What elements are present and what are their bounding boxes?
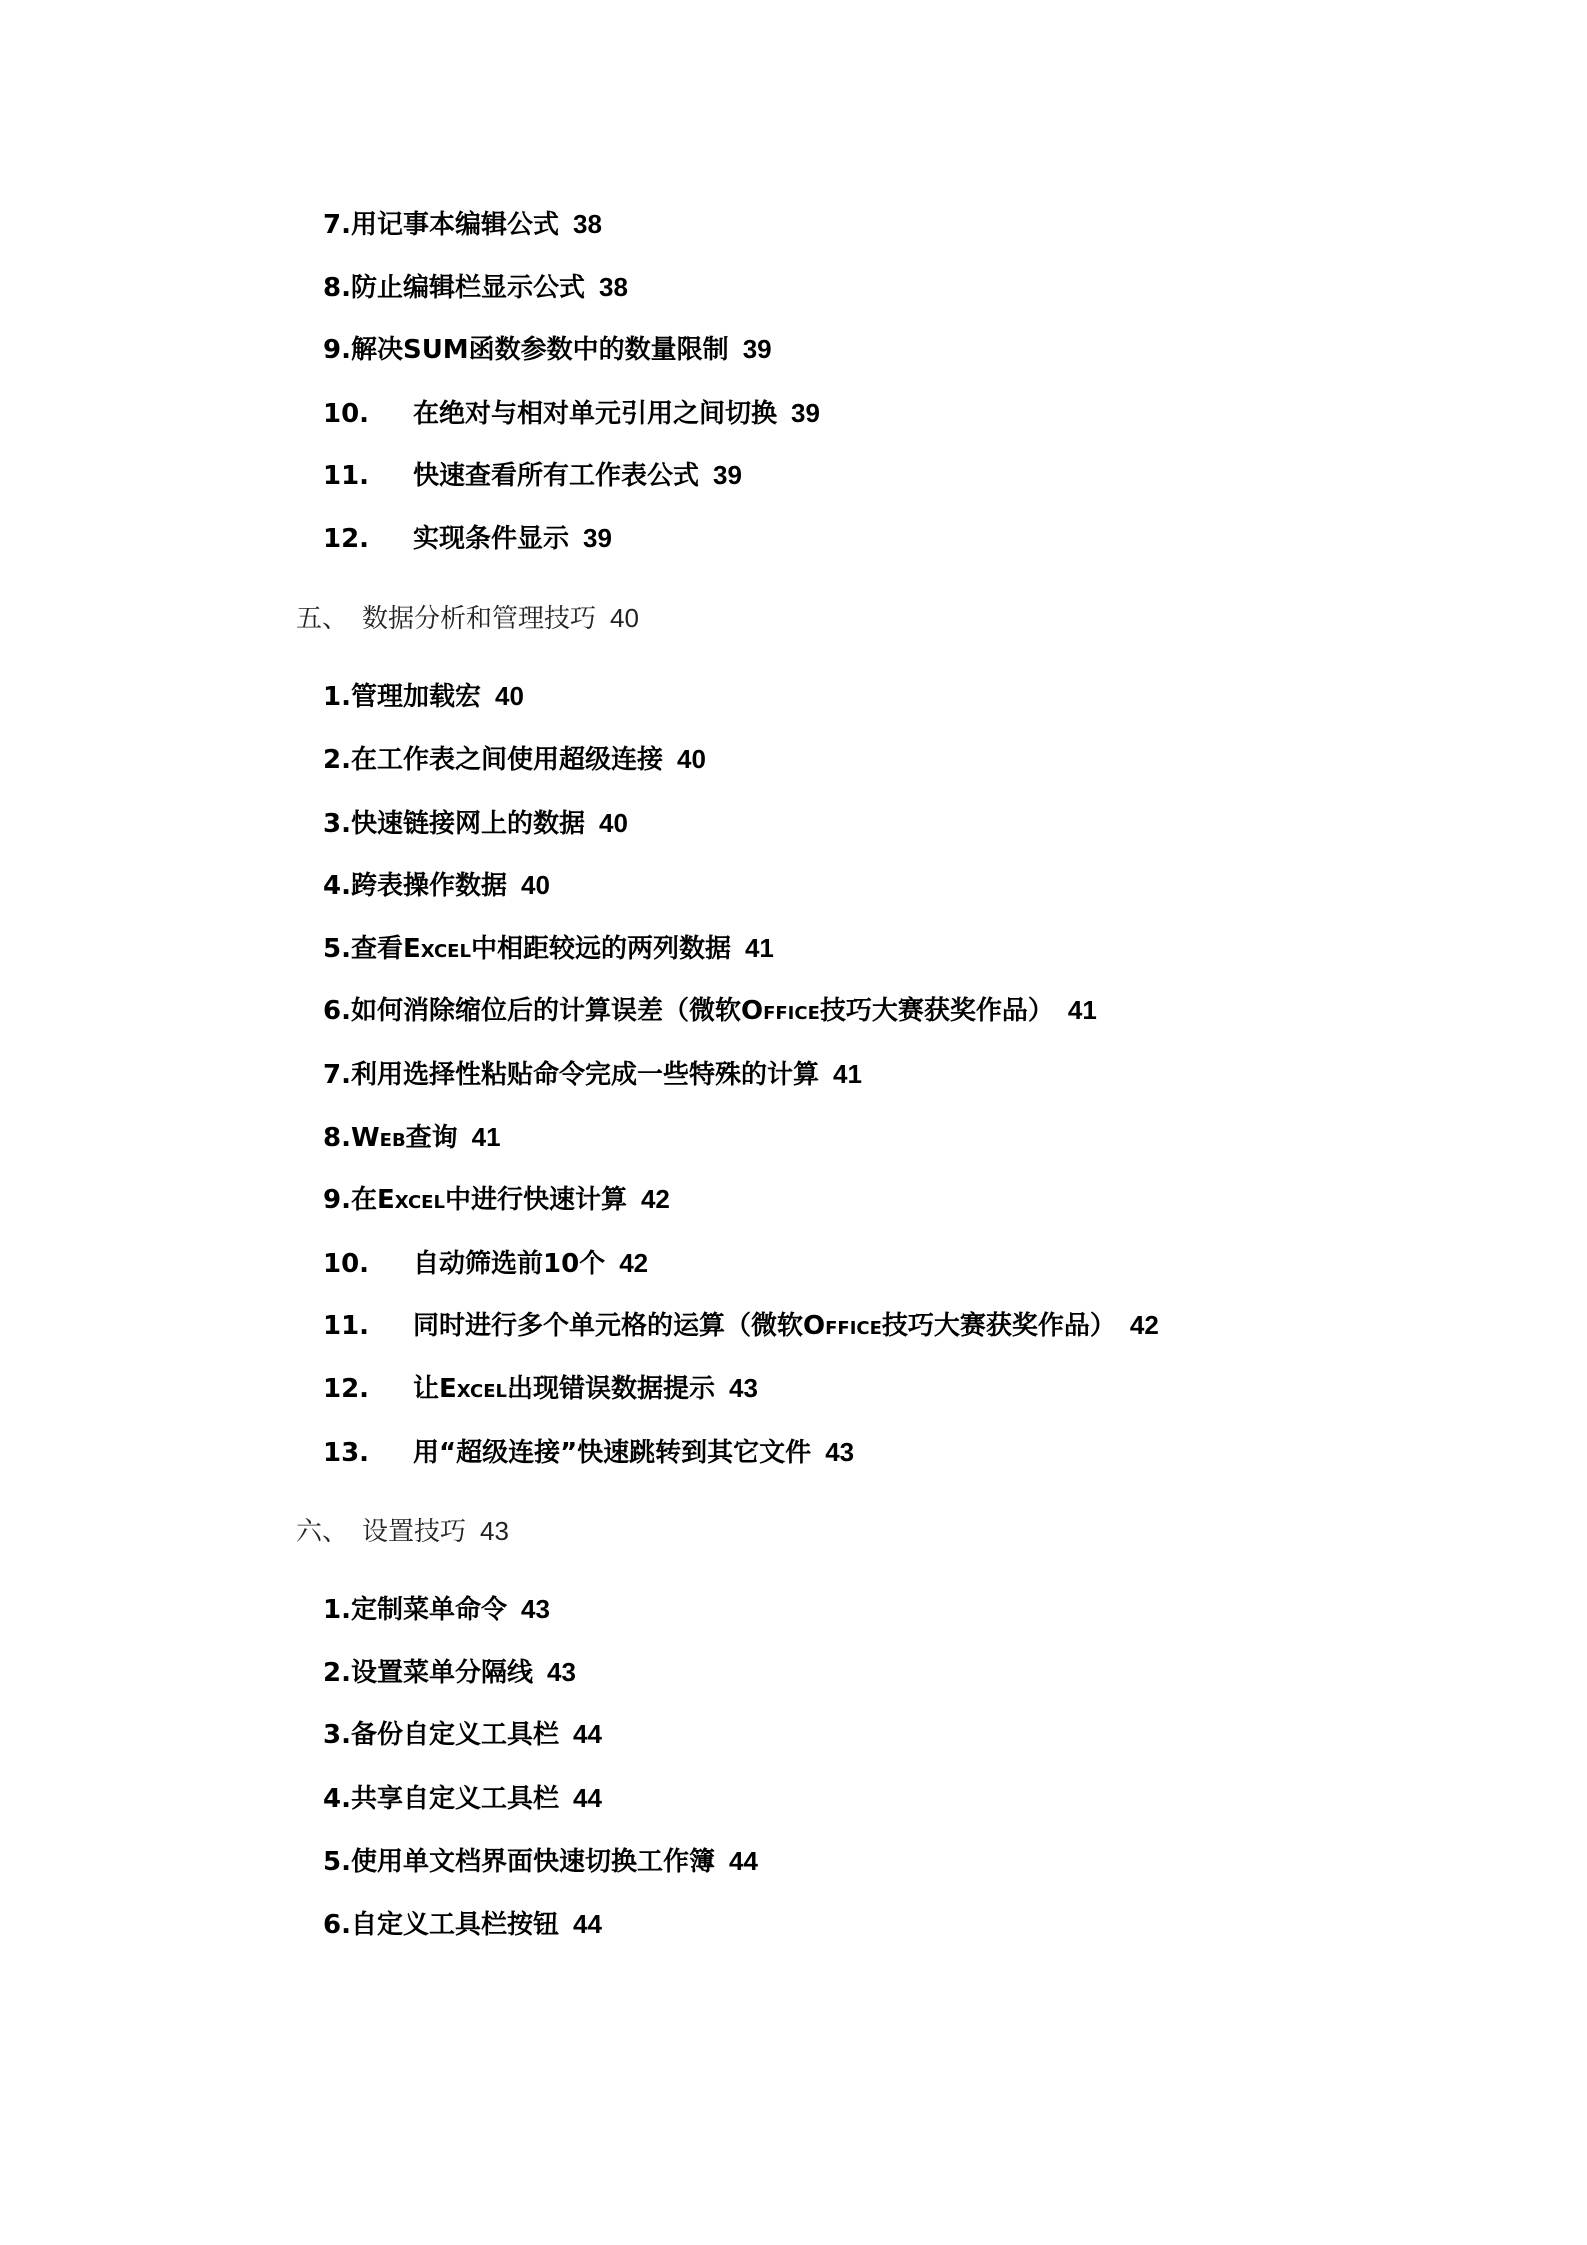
- entry-number: 1.: [323, 681, 351, 712]
- entry-number: 4.: [323, 1783, 351, 1814]
- entry-number: 6.: [323, 1909, 351, 1940]
- entry-number: 12.: [323, 1374, 370, 1405]
- entry-title: 自动筛选前10个: [413, 1248, 606, 1279]
- entry-title: 共享自定义工具栏: [350, 1783, 559, 1814]
- entry-title: 数据分析和管理技巧: [362, 603, 597, 634]
- toc-entry[interactable]: [323, 1782, 602, 1815]
- entry-title: 自定义工具栏按钮: [350, 1909, 559, 1940]
- toc-entry[interactable]: [323, 869, 550, 902]
- entry-number: 10.: [323, 1248, 370, 1279]
- entry-title: 管理加载宏: [350, 681, 481, 712]
- entry-title: 在Excel中进行快速计算: [350, 1185, 627, 1216]
- entry-page-number: 43: [728, 1373, 758, 1404]
- entry-number: 五、: [296, 603, 349, 634]
- toc-entry[interactable]: [323, 1247, 648, 1280]
- entry-page-number: 42: [619, 1247, 649, 1278]
- entry-number: 3.: [323, 1720, 351, 1751]
- entry-number: 11.: [323, 1310, 370, 1341]
- entry-number: 1.: [323, 1594, 351, 1625]
- toc-entry[interactable]: [323, 994, 1097, 1027]
- entry-title: 设置菜单分隔线: [350, 1658, 533, 1689]
- entry-number: 8.: [323, 273, 351, 304]
- entry-page-number: 40: [598, 807, 628, 838]
- entry-title: 查看Excel中相距较远的两列数据: [350, 934, 731, 965]
- entry-number: 5.: [323, 934, 351, 965]
- entry-title: 在工作表之间使用超级连接: [350, 745, 663, 776]
- toc-entry[interactable]: [323, 333, 772, 366]
- entry-title: 快速查看所有工作表公式: [413, 460, 700, 491]
- entry-page-number: 38: [572, 208, 602, 239]
- toc-entry[interactable]: [323, 1593, 550, 1626]
- entry-page-number: 44: [728, 1846, 758, 1877]
- toc-entry[interactable]: [323, 1058, 862, 1091]
- entry-title: 同时进行多个单元格的运算（微软Office技巧大赛获奖作品）: [413, 1310, 1116, 1341]
- entry-page-number: 41: [832, 1058, 862, 1089]
- toc-entry[interactable]: [323, 1372, 758, 1405]
- entry-page-number: 43: [825, 1436, 855, 1467]
- entry-title: 利用选择性粘贴命令完成一些特殊的计算: [350, 1059, 819, 1090]
- toc-entry[interactable]: [323, 271, 628, 304]
- entry-title: 定制菜单命令: [350, 1594, 507, 1625]
- entry-page-number: 39: [713, 459, 742, 490]
- entry-page-number: 40: [676, 744, 706, 775]
- entry-page-number: 40: [494, 680, 524, 711]
- entry-page-number: 44: [572, 1908, 602, 1939]
- entry-page-number: 39: [791, 397, 820, 428]
- toc-entry[interactable]: [323, 1656, 576, 1689]
- toc-entry[interactable]: [323, 743, 706, 776]
- entry-page-number: 41: [471, 1122, 501, 1153]
- toc-entry[interactable]: [323, 208, 602, 241]
- toc-entry[interactable]: [323, 1718, 602, 1751]
- entry-title: 实现条件显示: [413, 524, 570, 555]
- toc-entry[interactable]: [323, 807, 628, 840]
- toc-section-heading[interactable]: [296, 602, 639, 635]
- entry-title: 备份自定义工具栏: [350, 1720, 559, 1751]
- entry-page-number: 43: [480, 1516, 509, 1547]
- entry-page-number: 41: [744, 933, 774, 964]
- toc-entry[interactable]: [323, 1121, 501, 1154]
- entry-page-number: 40: [610, 602, 639, 633]
- entry-number: 六、: [296, 1517, 349, 1548]
- entry-title: 如何消除缩位后的计算误差（微软Office技巧大赛获奖作品）: [350, 996, 1054, 1027]
- entry-page-number: 44: [572, 1719, 602, 1750]
- entry-title: 解决SUM函数参数中的数量限制: [350, 335, 729, 366]
- entry-page-number: 41: [1067, 995, 1097, 1026]
- entry-page-number: 42: [640, 1184, 670, 1215]
- entry-number: 5.: [323, 1847, 351, 1878]
- entry-page-number: 44: [572, 1782, 602, 1813]
- entry-number: 11.: [323, 460, 370, 491]
- entry-title: 让Excel出现错误数据提示: [413, 1374, 715, 1405]
- entry-number: 12.: [323, 524, 370, 555]
- entry-number: 4.: [323, 870, 351, 901]
- entry-number: 7.: [323, 1059, 351, 1090]
- entry-title: 快速链接网上的数据: [350, 808, 585, 839]
- toc-entry[interactable]: [323, 1183, 670, 1216]
- entry-title: 跨表操作数据: [350, 870, 507, 901]
- entry-number: 2.: [323, 745, 351, 776]
- entry-title: 在绝对与相对单元引用之间切换: [413, 398, 778, 429]
- entry-number: 2.: [323, 1658, 351, 1689]
- entry-page-number: 39: [742, 334, 772, 365]
- entry-title: 使用单文档界面快速切换工作簿: [350, 1847, 715, 1878]
- entry-title: 用“超级连接”快速跳转到其它文件: [413, 1437, 812, 1468]
- toc-section-heading[interactable]: [296, 1515, 509, 1548]
- toc-entry[interactable]: [323, 1845, 758, 1878]
- toc-entry[interactable]: [323, 932, 774, 965]
- entry-page-number: 39: [583, 523, 612, 554]
- entry-title: 设置技巧: [362, 1517, 467, 1548]
- toc-entry[interactable]: [323, 397, 820, 430]
- entry-number: 7.: [323, 209, 351, 240]
- entry-number: 9.: [323, 1185, 351, 1216]
- entry-number: 10.: [323, 398, 370, 429]
- entry-page-number: 43: [546, 1657, 576, 1688]
- entry-page-number: 40: [520, 869, 550, 900]
- entry-number: 8.: [323, 1123, 351, 1154]
- entry-title: Web查询: [350, 1123, 458, 1154]
- toc-entry[interactable]: [323, 522, 612, 555]
- toc-entry[interactable]: [323, 1436, 854, 1469]
- entry-title: 防止编辑栏显示公式: [350, 273, 585, 304]
- toc-entry[interactable]: [323, 459, 742, 492]
- toc-entry[interactable]: [323, 1908, 602, 1941]
- entry-page-number: 43: [520, 1593, 550, 1624]
- entry-number: 9.: [323, 335, 351, 366]
- entry-title: 用记事本编辑公式: [350, 209, 559, 240]
- entry-number: 3.: [323, 808, 351, 839]
- entry-number: 6.: [323, 996, 351, 1027]
- toc-entry[interactable]: [323, 1309, 1159, 1342]
- entry-number: 13.: [323, 1437, 370, 1468]
- entry-page-number: 42: [1129, 1309, 1159, 1340]
- toc-entry[interactable]: [323, 680, 524, 713]
- entry-page-number: 38: [598, 272, 628, 303]
